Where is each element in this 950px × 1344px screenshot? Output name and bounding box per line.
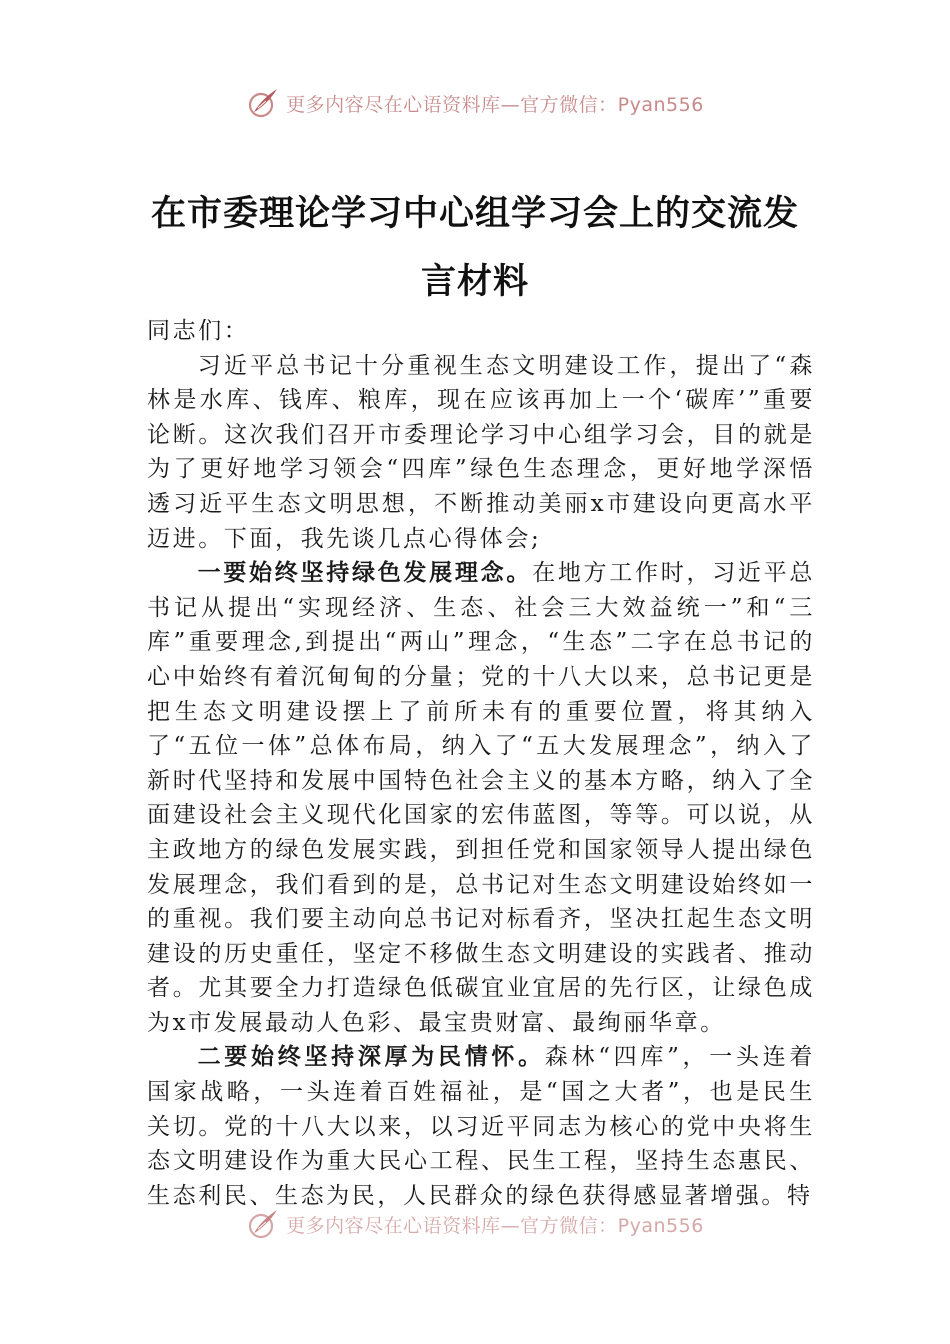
- document-title-line-1: 在市委理论学习中心组学习会上的交流发: [150, 193, 799, 234]
- feather-pen-logo-icon: [246, 1207, 280, 1241]
- section-1-text: 在地方工作时，习近平总书记从提出“实现经济、生态、社会三大效益统一”和“三库”重要理念,到提出“两山”理念，“生态”二字在总书记的心中始终有着沉甸甸的分量；党的十八大以来，总书记更是把生态文明建设摆上了前所未有的重要位置，将其纳入了“五位一体”总体布局，纳入了“五大发展理念”，纳入了新时代坚持和发展中国特色社会主义的基本方略，纳入了全面建设社会主义现代化国家的宏伟蓝图，等等。可以说，从主政地方的绿色发展实践，到担任党和国家领导人提出绿色发展理念，我们看到的是，总书记对生态文明建设始终如一的重视。我们要主动向总书记对标看齐，坚决扛起生态文明建设的历史重任，坚定不移做生态文明建设的实践者、推动者。尤其要全力打造绿色低碳宜业宜居的先行区，让绿色成为x市发展最动人色彩、最宝贵财富、最绚丽华章。: [147, 560, 815, 1036]
- watermark-header: [0, 83, 950, 123]
- watermark-footer: [0, 1204, 950, 1244]
- section-2-heading: 二要始终坚持深厚为民情怀。: [197, 1043, 545, 1071]
- intro-paragraph: 习近平总书记十分重视生态文明建设工作，提出了“森林是水库、钱库、粮库，现在应该再加上一个‘碳库’”重要论断。这次我们召开市委理论学习中心组学习会，目的就是为了更好地学习领会“四库”绿色生态理念，更好地学深悟透习近平生态文明思想，不断推动美丽x市建设向更高水平迈进。下面，我先谈几点心得体会;: [147, 352, 815, 552]
- section-1-heading: 一要始终坚持绿色发展理念。: [197, 559, 533, 587]
- document-body: [147, 314, 815, 1213]
- feather-pen-logo-icon: [246, 86, 280, 120]
- salutation: 同志们：: [147, 318, 250, 344]
- watermark-text: 更多内容尽在心语资料库—官方微信：Pyan556: [286, 1214, 704, 1237]
- document-title-line-2: 言材料: [420, 261, 529, 302]
- section-2-text: 森林“四库”，一头连着国家战略，一头连着百姓福祉，是“国之大者”，也是民生关切。党的十八大以来，以习近平同志为核心的党中央将生态文明建设作为重大民心工程、民生工程，坚持生态惠民、生态利民、生态为民，人民群众的绿色获得感显著增强。特: [147, 1044, 815, 1209]
- section-1-paragraph: [147, 556, 815, 1040]
- section-2-paragraph: [147, 1040, 815, 1213]
- watermark-text: 更多内容尽在心语资料库—官方微信：Pyan556: [286, 93, 704, 116]
